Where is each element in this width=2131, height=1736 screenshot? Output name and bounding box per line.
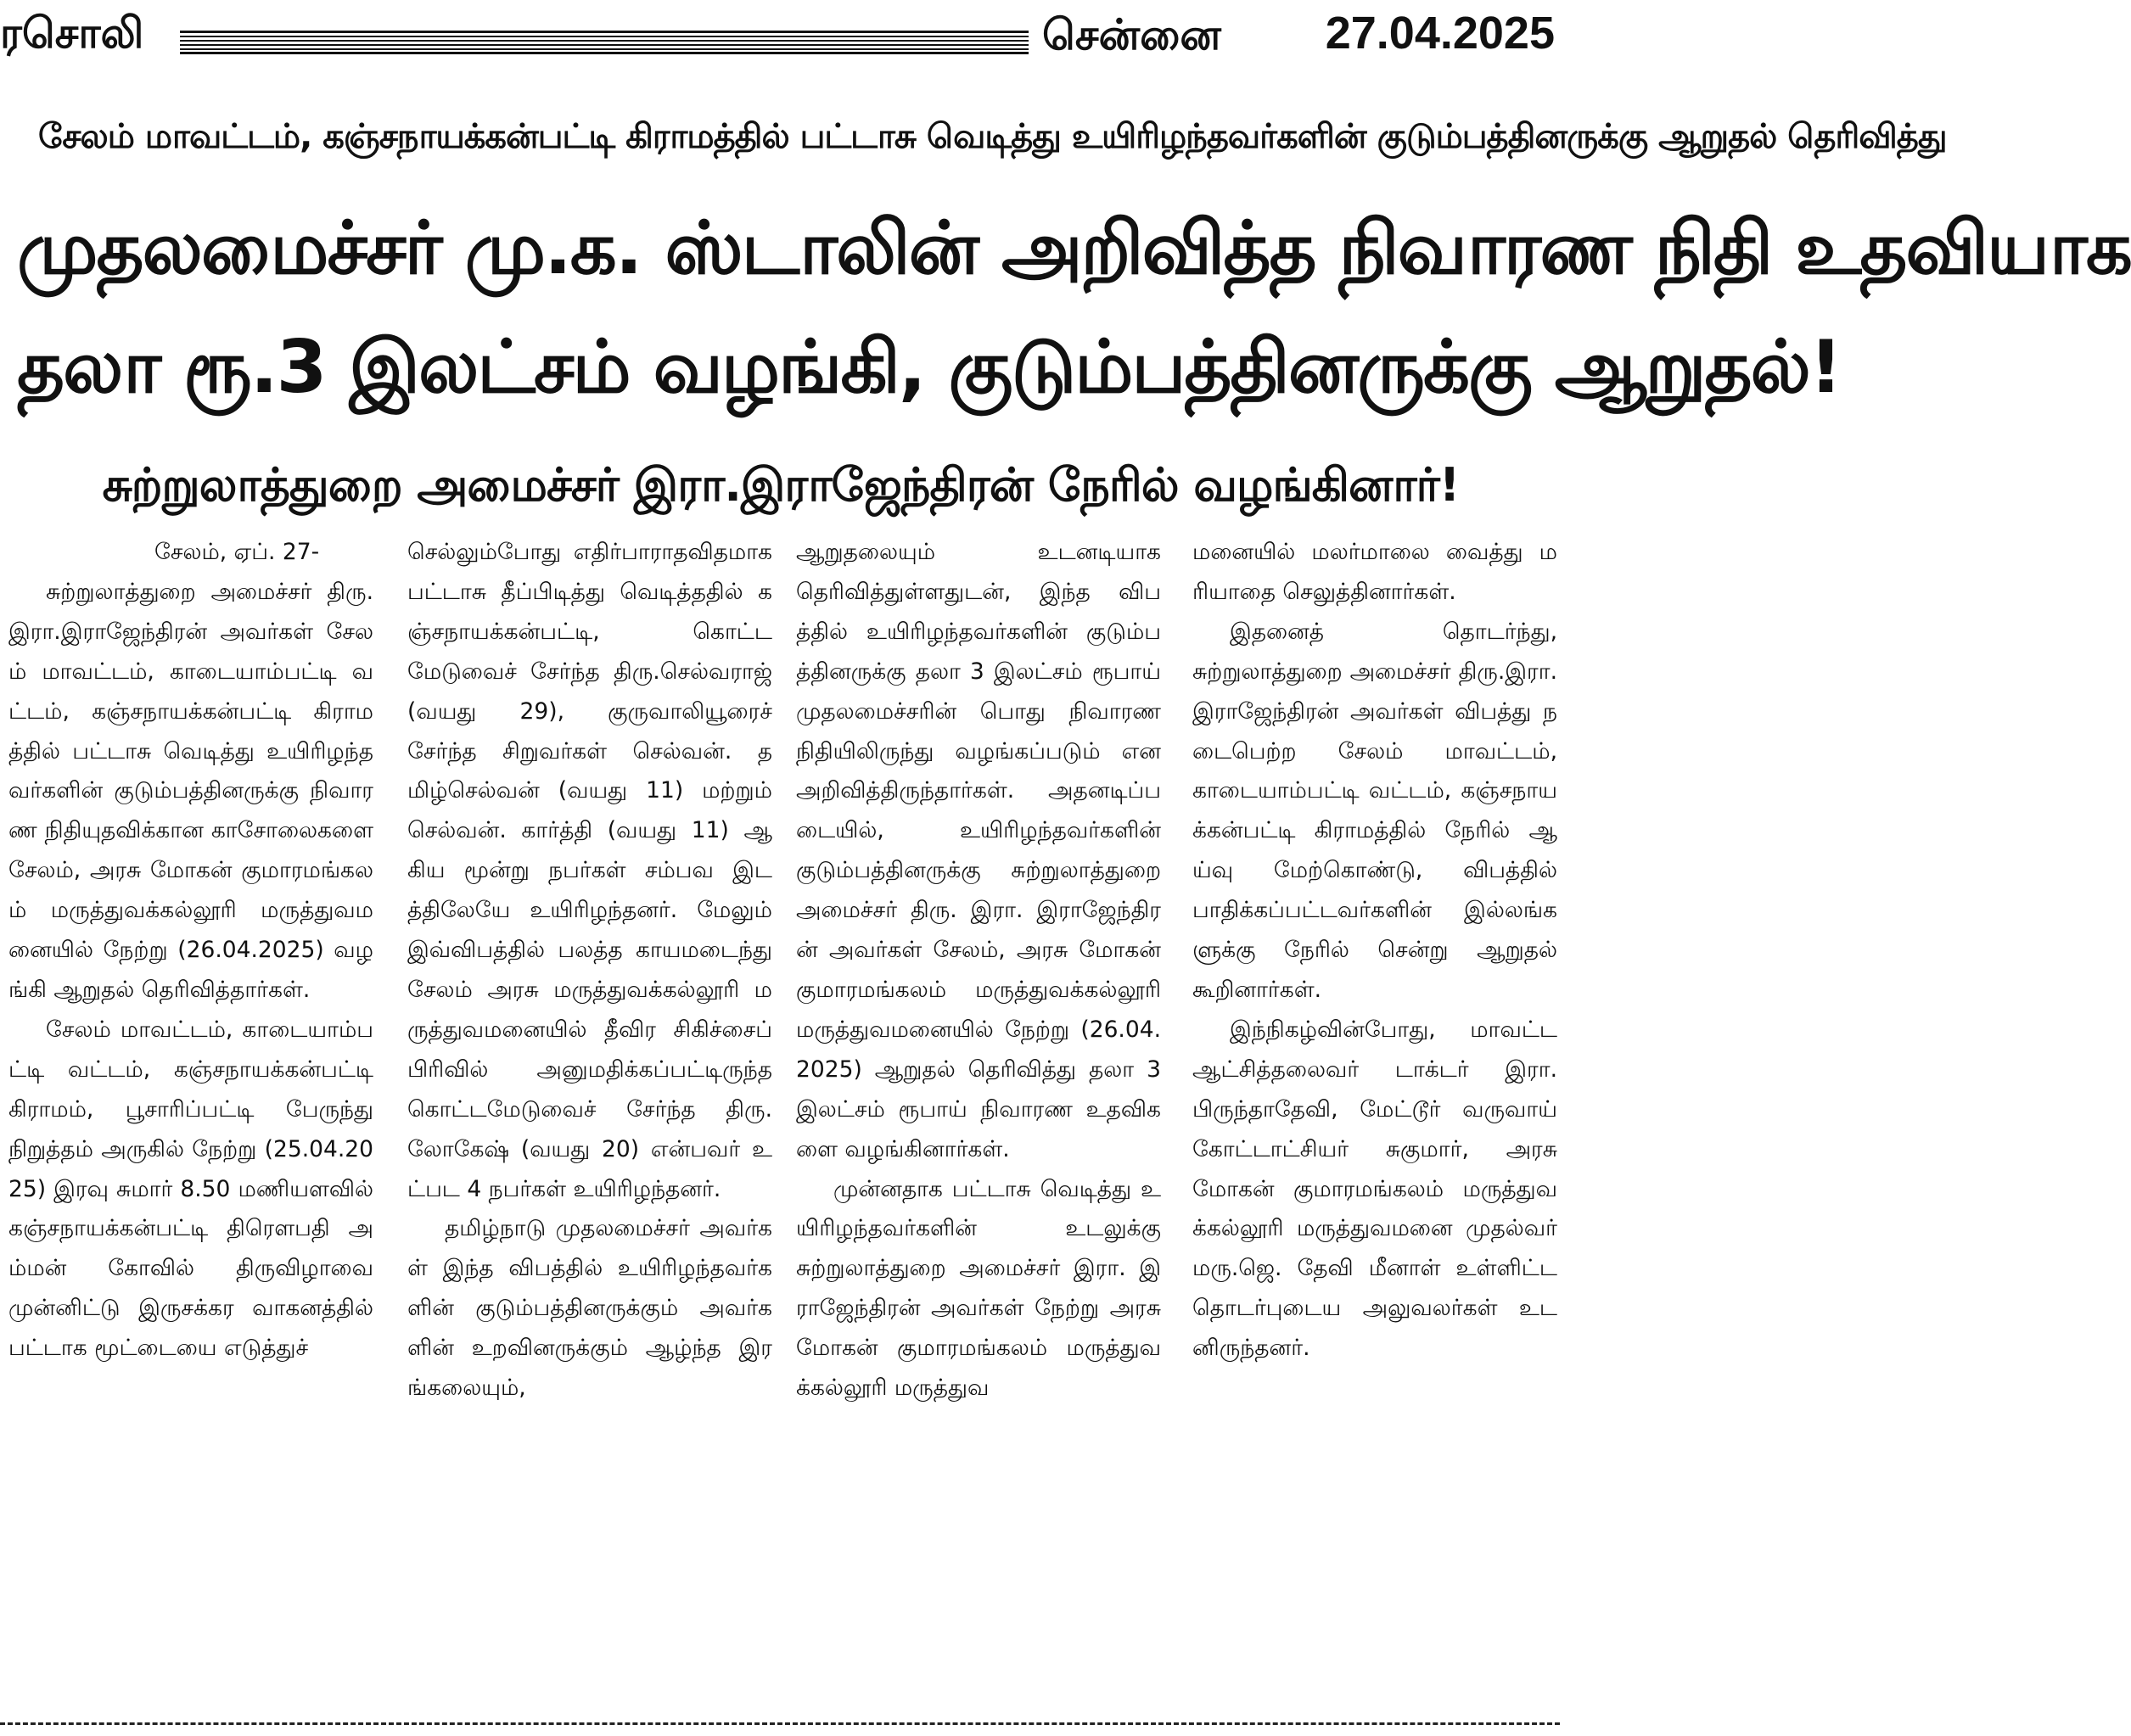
paragraph: மனையில் மலர்மாலை வைத்து மரியாதை செலுத்தினார்கள். bbox=[1192, 539, 1557, 605]
paragraph: சேலம் மாவட்டம், காடையாம்பட்டி வட்டம், கஞ்சநாயக்கன்பட்டி கிராமம், பூசாரிப்பட்டி பேருந்து நிறுத்தம் அருகில் நேற்று (25.04.2025) இரவு சுமார் 8.50 மணியளவில் கஞ்சநாயக்கன்பட்டி திரௌபதி அம்மன் கோவில் திருவிழாவை முன்னிட்டு இருசக்கர வாகனத்தில் பட்டாக மூட்டையை எடுத்துச் bbox=[8, 1016, 373, 1362]
paragraph: இதனைத் தொடர்ந்து, சுற்றுலாத்துறை அமைச்சர் திரு.இரா.இராஜேந்திரன் அவர்கள் விபத்து நடைபெற்ற சேலம் மாவட்டம், காடையாம்பட்டி வட்டம், கஞ்சநாயக்கன்பட்டி கிராமத்தில் நேரில் ஆய்வு மேற்கொண்டு, விபத்தில் பாதிக்கப்பட்டவர்களின் இல்லங்களுக்கு நேரில் சென்று ஆறுதல் கூறினார்கள். bbox=[1192, 618, 1557, 1003]
paragraph: முன்னதாக பட்டாசு வெடித்து உயிரிழந்தவர்களின் உடலுக்கு சுற்றுலாத்துறை அமைச்சர் இரா. இராஜேந்திரன் அவர்கள் நேற்று அரசு மோகன் குமாரமங்கலம் மருத்துவக்கல்லூரி மருத்துவ bbox=[796, 1175, 1161, 1402]
subheadline: சுற்றுலாத்துறை அமைச்சர் இரா.இராஜேந்திரன் நேரில் வழங்கினார்! bbox=[102, 458, 1460, 512]
paragraph: இந்நிகழ்வின்போது, மாவட்ட ஆட்சித்தலைவர் டாக்டர் இரா.பிருந்தாதேவி, மேட்டூர் வருவாய் கோட்டாட்சியர் சுகுமார், அரசு மோகன் குமாரமங்கலம் மருத்துவக்கல்லூரி மருத்துவமனை முதல்வர் மரு.ஜெ. தேவி மீனாள் உள்ளிட்ட தொடர்புடைய அலுவலர்கள் உடனிருந்தனர். bbox=[1192, 1016, 1557, 1362]
paragraph: செல்லும்போது எதிர்பாராதவிதமாக பட்டாசு தீப்பிடித்து வெடித்ததில் கஞ்சநாயக்கன்பட்டி, கொட்டமேடுவைச் சேர்ந்த திரு.செல்வராஜ் (வயது 29), குருவாலியூரைச் சேர்ந்த சிறுவர்கள் செல்வன். தமிழ்செல்வன் (வயது 11) மற்றும் செல்வன். கார்த்தி (வயது 11) ஆகிய மூன்று நபர்கள் சம்பவ இடத்திலேயே உயிரிழந்தனர். மேலும் இவ்விபத்தில் பலத்த காயமடைந்து சேலம் அரசு மருத்துவக்கல்லூரி மருத்துவமனையில் தீவிர சிகிச்சைப் பிரிவில் அனுமதிக்கப்பட்டிருந்த கொட்டமேடுவைச் சேர்ந்த திரு. லோகேஷ் (வயது 20) என்பவர் உட்பட 4 நபர்கள் உயிரிழந்தனர். bbox=[407, 539, 772, 1202]
edition-date: 27.04.2025 bbox=[1325, 8, 1555, 59]
headline-line-2: தலா ரூ.3 இலட்சம் வழங்கி, குடும்பத்தினருக்கு ஆறுதல்! bbox=[17, 325, 1842, 410]
article-column-4 bbox=[1192, 533, 1557, 1716]
article-column-2 bbox=[407, 533, 772, 1716]
masthead bbox=[0, 0, 1560, 85]
headline-line-1: முதலமைச்சர் மு.க. ஸ்டாலின் அறிவித்த நிவாரண நிதி உதவியாக bbox=[17, 206, 2131, 291]
article-kicker: சேலம் மாவட்டம், கஞ்சநாயக்கன்பட்டி கிராமத்தில் பட்டாசு வெடித்து உயிரிழந்தவர்களின் குடும்பத்தினருக்கு ஆறுதல் தெரிவித்து bbox=[38, 117, 1947, 156]
article-body bbox=[0, 533, 1560, 1716]
masthead-rule bbox=[180, 31, 1029, 54]
article-column-1 bbox=[8, 533, 373, 1716]
edition-city: சென்னை bbox=[1042, 10, 1221, 59]
dateline: சேலம், ஏப். 27- bbox=[154, 539, 320, 565]
newspaper-name: ரசொலி bbox=[0, 8, 144, 58]
paragraph: ஆறுதலையும் உடனடியாக தெரிவித்துள்ளதுடன், இந்த விபத்தில் உயிரிழந்தவர்களின் குடும்பத்தினருக்கு தலா 3 இலட்சம் ரூபாய் முதலமைச்சரின் பொது நிவாரண நிதியிலிருந்து வழங்கப்படும் என அறிவித்திருந்தார்கள். அதனடிப்படையில், உயிரிழந்தவர்களின் குடும்பத்தினருக்கு சுற்றுலாத்துறை அமைச்சர் திரு. இரா. இராஜேந்திரன் அவர்கள் சேலம், அரசு மோகன் குமாரமங்கலம் மருத்துவக்கல்லூரி மருத்துவமனையில் நேற்று (26.04.2025) ஆறுதல் தெரிவித்து தலா 3 இலட்சம் ரூபாய் நிவாரண உதவிகளை வழங்கினார்கள். bbox=[796, 539, 1161, 1162]
paragraph: சுற்றுலாத்துறை அமைச்சர் திரு.இரா.இராஜேந்திரன் அவர்கள் சேலம் மாவட்டம், காடையாம்பட்டி வட்டம், கஞ்சநாயக்கன்பட்டி கிராமத்தில் பட்டாசு வெடித்து உயிரிழந்தவர்களின் குடும்பத்தினருக்கு நிவாரண நிதியுதவிக்கான காசோலைகளை சேலம், அரசு மோகன் குமாரமங்கலம் மருத்துவக்கல்லூரி மருத்துவமனையில் நேற்று (26.04.2025) வழங்கி ஆறுதல் தெரிவித்தார்கள். bbox=[8, 578, 373, 1003]
bottom-dashed-rule bbox=[0, 1722, 1560, 1725]
paragraph: தமிழ்நாடு முதலமைச்சர் அவர்கள் இந்த விபத்தில் உயிரிழந்தவர்களின் குடும்பத்தினருக்கும் அவர்களின் உறவினருக்கும் ஆழ்ந்த இரங்கலையும், bbox=[407, 1215, 772, 1402]
article-column-3 bbox=[796, 533, 1161, 1716]
